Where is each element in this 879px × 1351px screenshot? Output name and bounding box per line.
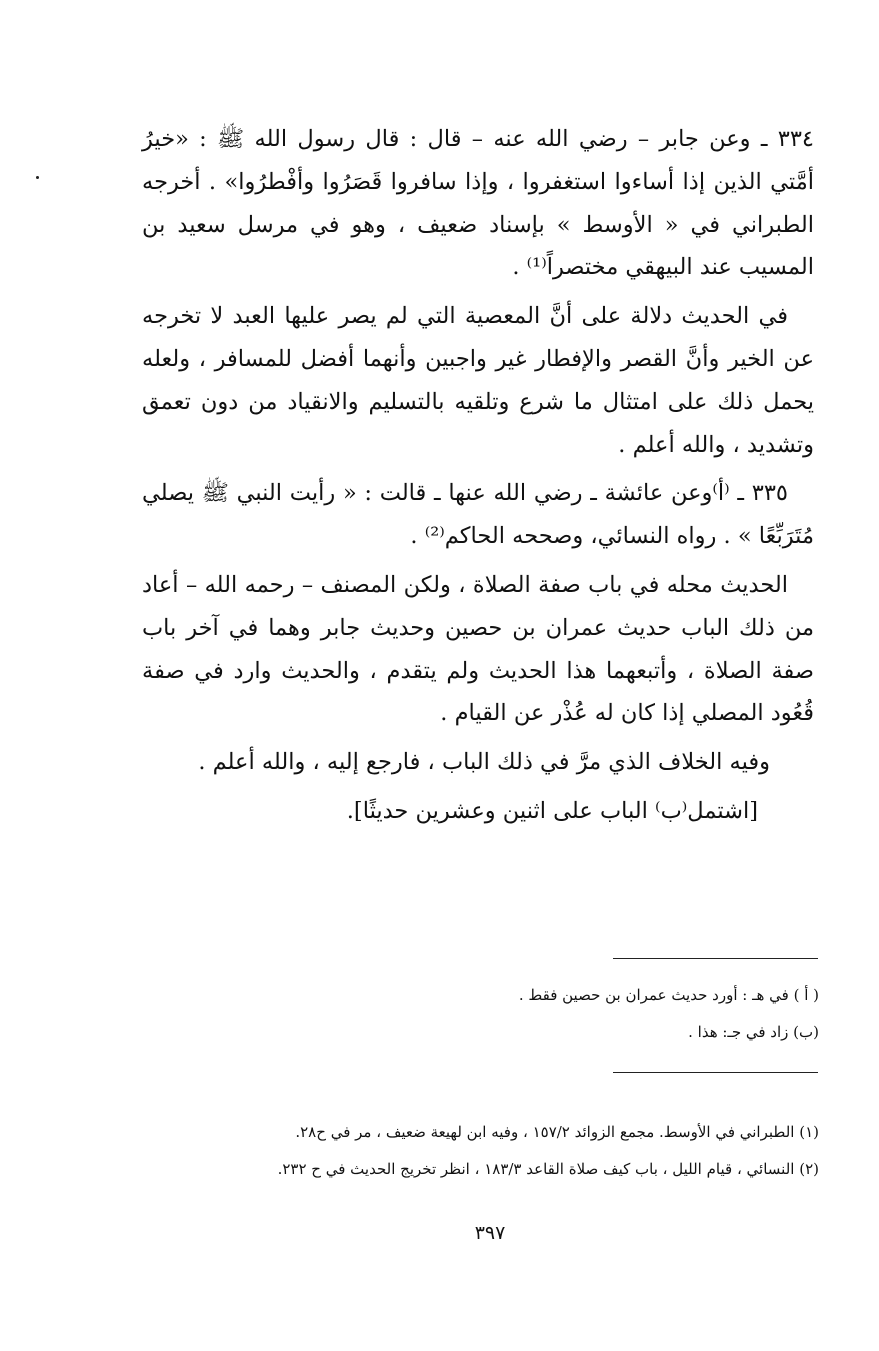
footnotes-divider: [613, 1072, 818, 1073]
margin-mark: [36, 176, 39, 179]
footnote-2: (٢) النسائي ، قيام الليل ، باب كيف صلاة القاعد ١٨٣/٣ ، انظر تخريج الحديث في ح ٢٣٢.: [277, 1160, 819, 1178]
footnote-1: (١) الطبراني في الأوسط. مجمع الزوائد ١٥٧/٢ ، وفيه ابن لهيعة ضعيف ، مر في ح٢٨.: [295, 1123, 819, 1141]
chapter-summary: [اشتمل⁽ب⁾ الباب على اثنين وعشرين حديثًا].: [346, 797, 758, 824]
commentary-335: الحديث محله في باب صفة الصلاة ، ولكن المصنف – رحمه الله – أعاد من ذلك الباب حديث عمران بن حصين وحديث جابر وهما في آخر باب صفة الصلاة ، وأتبعهما هذا الحديث ولم يتقدم ، والحديث وارد في صفة قُعُود المصلي إذا كان له عُذْر عن القيام .: [142, 571, 814, 727]
variant-notes-divider: [613, 958, 818, 959]
hadith-334: ٣٣٤ ـ وعن جابر – رضي الله عنه – قال : قال رسول الله ﷺ : «خيرُ أمَّتي الذين إذا أساءوا استغفروا ، وإذا سافروا قَصَرُوا وأفْطرُوا» . أخرجه الطبراني في « الأوسط » بإسناد ضعيف ، وهو في مرسل سعيد بن المسيب عند البيهقي مختصراً⁽¹⁾ .: [142, 126, 814, 281]
main-text: [142, 118, 814, 839]
variant-note-b: (ب) زاد في جـ: هذا .: [688, 1023, 819, 1041]
variant-note-a: ( أ ) في هـ : أورد حديث عمران بن حصين فقط .: [518, 986, 819, 1004]
closing-remark: وفيه الخلاف الذي مرَّ في ذلك الباب ، فارجع إليه ، والله أعلم .: [198, 749, 770, 776]
commentary-334: في الحديث دلالة على أنَّ المعصية التي لم يصر عليها العبد لا تخرجه عن الخير وأنَّ القصر والإفطار غير واجبين وأنهما أفضل للمسافر ، ولعله يحمل ذلك على امتثال ما شرع وتلقيه بالتسليم والانقياد من دون تعمق وتشديد ، والله أعلم .: [142, 303, 814, 458]
page-number: ٣٩٧: [474, 1222, 506, 1244]
hadith-335: ٣٣٥ ـ ⁽أ⁾وعن عائشة ـ رضي الله عنها ـ قالت : « رأيت النبي ﷺ يصلي مُتَرَبِّعًا » . رواه النسائي، وصححه الحاكم⁽²⁾ .: [142, 480, 814, 550]
